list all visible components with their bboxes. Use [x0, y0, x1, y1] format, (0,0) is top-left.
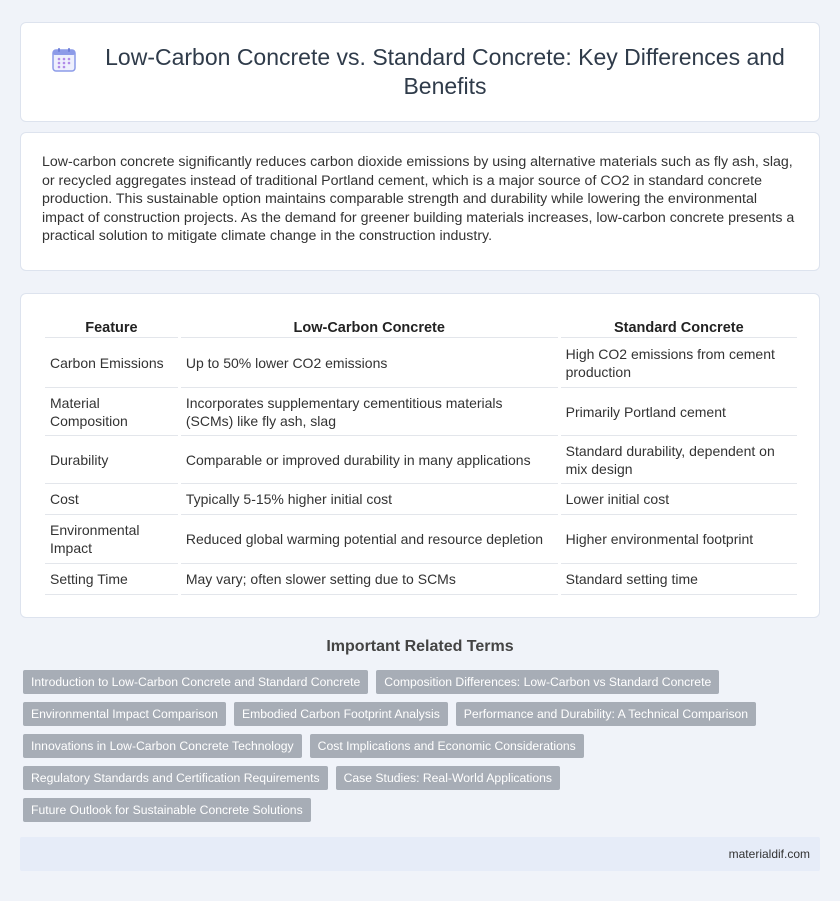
cell-low-carbon: Up to 50% lower CO2 emissions [181, 338, 558, 388]
cell-low-carbon: Incorporates supplementary cementitious materials (SCMs) like fly ash, slag [181, 388, 558, 436]
comparison-table [42, 316, 800, 595]
table-row [45, 515, 797, 564]
header-standard: Standard Concrete [561, 316, 797, 338]
cell-standard: Primarily Portland cement [561, 388, 797, 436]
related-term-tag[interactable]: Composition Differences: Low-Carbon vs Standard Concrete [376, 670, 719, 694]
table-header-row [45, 316, 797, 338]
intro-paragraph: Low-carbon concrete significantly reduces carbon dioxide emissions by using alternative materials such as fly ash, slag, or recycled aggregates instead of traditional Portland cement, which is a major source of CO2 in standard concrete production. This sustainable option maintains comparable strength and durability while lowering the environmental impact of construction projects. As the demand for greener building materials increases, low-carbon concrete presents a practical solution to mitigate climate change in the construction industry. [42, 154, 795, 244]
intro-card [20, 132, 820, 271]
table-row [45, 338, 797, 388]
related-term-tag[interactable]: Performance and Durability: A Technical Comparison [456, 702, 756, 726]
related-term-tag[interactable]: Future Outlook for Sustainable Concrete Solutions [23, 798, 311, 822]
related-term-tag[interactable]: Regulatory Standards and Certification Requirements [23, 766, 328, 790]
cell-feature: Durability [45, 436, 178, 484]
related-term-tag[interactable]: Embodied Carbon Footprint Analysis [234, 702, 448, 726]
comparison-table-card [20, 293, 820, 618]
related-term-tag[interactable]: Case Studies: Real-World Applications [336, 766, 560, 790]
table-row [45, 564, 797, 595]
cell-feature: Carbon Emissions [45, 338, 178, 388]
footer [20, 837, 820, 871]
related-term-tag[interactable]: Cost Implications and Economic Considerations [310, 734, 584, 758]
related-terms-heading: Important Related Terms [326, 638, 514, 655]
related-term-tag[interactable]: Introduction to Low-Carbon Concrete and Standard Concrete [23, 670, 368, 694]
cell-feature: Material Composition [45, 388, 178, 436]
cell-low-carbon: Comparable or improved durability in many applications [181, 436, 558, 484]
related-terms-list [23, 670, 803, 830]
header-feature: Feature [45, 316, 178, 338]
footer-site-link[interactable]: materialdif.com [728, 847, 810, 861]
related-term-tag[interactable]: Environmental Impact Comparison [23, 702, 226, 726]
cell-low-carbon: May vary; often slower setting due to SCMs [181, 564, 558, 595]
table-row [45, 436, 797, 484]
header-low-carbon: Low-Carbon Concrete [181, 316, 558, 338]
cell-standard: Standard setting time [561, 564, 797, 595]
related-term-tag[interactable]: Innovations in Low-Carbon Concrete Technology [23, 734, 302, 758]
cell-standard: Lower initial cost [561, 484, 797, 515]
title-card [20, 22, 820, 122]
cell-low-carbon: Reduced global warming potential and resource depletion [181, 515, 558, 564]
cell-standard: Standard durability, dependent on mix design [561, 436, 797, 484]
cell-standard: Higher environmental footprint [561, 515, 797, 564]
cell-feature: Cost [45, 484, 178, 515]
cell-standard: High CO2 emissions from cement production [561, 338, 797, 388]
cell-low-carbon: Typically 5-15% higher initial cost [181, 484, 558, 515]
table-row [45, 388, 797, 436]
page-title: Low-Carbon Concrete vs. Standard Concrete: Key Differences and Benefits [105, 44, 785, 99]
cell-feature: Setting Time [45, 564, 178, 595]
table-row [45, 484, 797, 515]
cell-feature: Environmental Impact [45, 515, 178, 564]
